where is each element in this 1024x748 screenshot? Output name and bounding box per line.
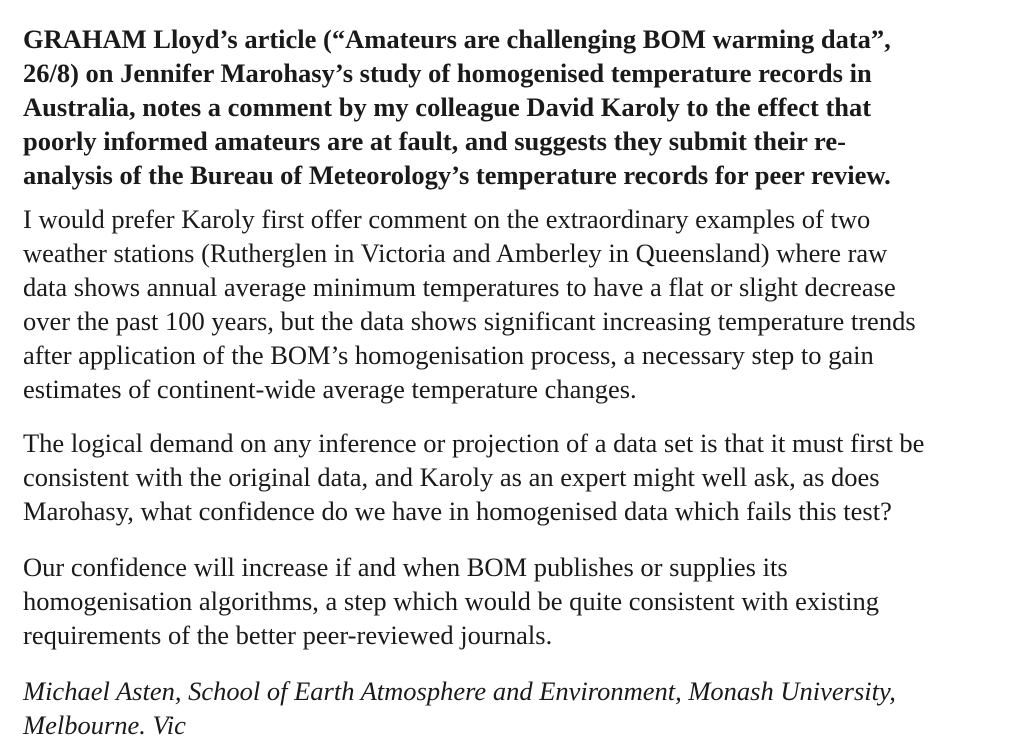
body-line: homogenisation algorithms, a step which would be quite consistent with existing xyxy=(23,586,879,616)
signature-line: Melbourne. Vic xyxy=(23,710,186,740)
body-line: weather stations (Rutherglen in Victoria and Amberley in Queensland) where raw xyxy=(23,238,888,268)
lead-line: analysis of the Bureau of Meteorology’s temperature records for peer review. xyxy=(23,160,891,190)
body-line: over the past 100 years, but the data shows significant increasing temperature trends xyxy=(23,306,916,336)
lead-line: poorly informed amateurs are at fault, and suggests they submit their re- xyxy=(23,126,846,156)
body-paragraph-3 xyxy=(23,426,1013,528)
lead-paragraph xyxy=(23,22,1013,192)
body-line: data shows annual average minimum temperatures to have a flat or slight decrease xyxy=(23,272,896,302)
body-line: I would prefer Karoly first offer comment on the extraordinary examples of two xyxy=(23,204,871,234)
body-line: The logical demand on any inference or projection of a data set is that it must first be xyxy=(23,428,925,458)
letter-to-editor xyxy=(23,22,1013,742)
signature-line: Michael Asten, School of Earth Atmosphere and Environment, Monash University, xyxy=(23,676,896,706)
lead-line: 26/8) on Jennifer Marohasy’s study of homogenised temperature records in xyxy=(23,58,872,88)
body-paragraph-4 xyxy=(23,550,1013,652)
body-line: after application of the BOM’s homogenisation process, a necessary step to gain xyxy=(23,340,874,370)
lead-line: GRAHAM Lloyd’s article (“Amateurs are challenging BOM warming data”, xyxy=(23,24,891,54)
body-line: estimates of continent-wide average temperature changes. xyxy=(23,374,637,404)
lead-line: Australia, notes a comment by my colleague David Karoly to the effect that xyxy=(23,92,872,122)
body-line: Our confidence will increase if and when BOM publishes or supplies its xyxy=(23,552,788,582)
body-line: Marohasy, what confidence do we have in homogenised data which fails this test? xyxy=(23,496,892,526)
body-paragraph-2 xyxy=(23,202,1013,406)
body-line: consistent with the original data, and Karoly as an expert might well ask, as does xyxy=(23,462,880,492)
body-line: requirements of the better peer-reviewed journals. xyxy=(23,620,553,650)
signature xyxy=(23,674,1013,742)
